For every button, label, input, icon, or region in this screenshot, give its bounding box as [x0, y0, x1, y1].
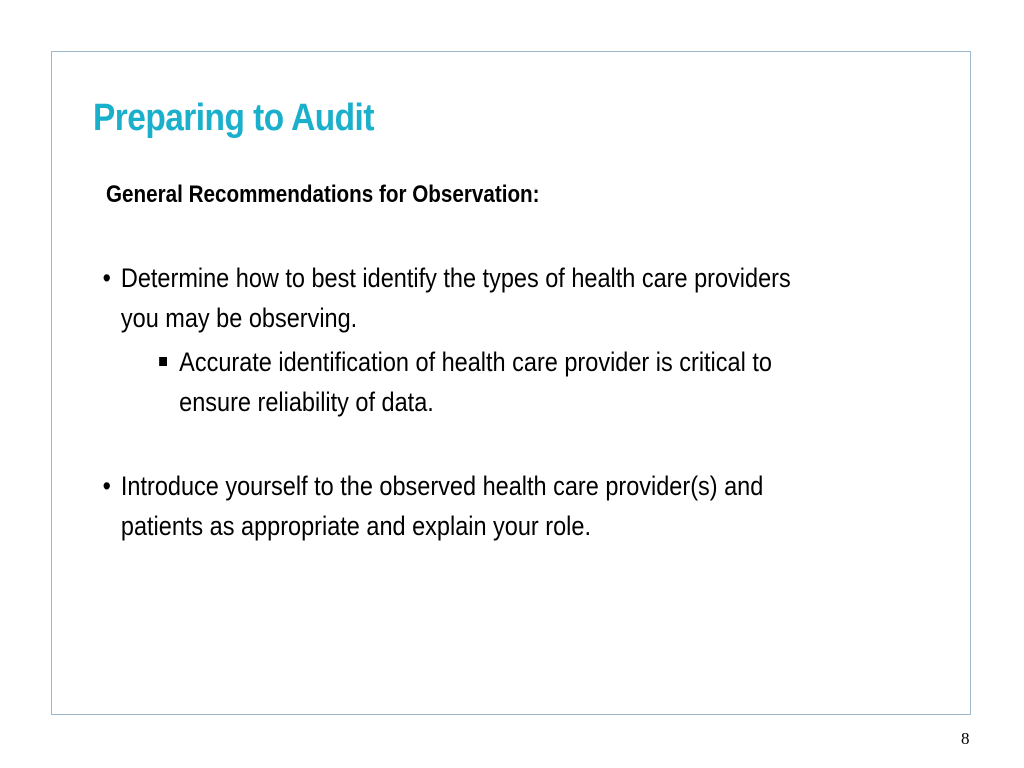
bullet-text: Introduce yourself to the observed health care provider(s) and patients as appropriate and explain your role. [120, 471, 764, 541]
bullet-text: Determine how to best identify the types of health care providers you may be observing. [120, 263, 791, 333]
slide-title: Preparing to Audit [93, 97, 374, 139]
square-bullet-icon [159, 357, 167, 366]
bullet-list [100, 258, 1000, 546]
sub-bullet-item [159, 342, 883, 422]
page-number: 8 [961, 729, 970, 748]
slide-subtitle: General Recommendations for Observation: [106, 181, 540, 208]
bullet-dot-icon: • [102, 471, 111, 501]
bullet-item [100, 466, 883, 546]
bullet-item [100, 258, 883, 422]
bullet-dot-icon: • [102, 263, 111, 293]
sub-bullet-text: Accurate identification of health care provider is critical to ensure reliability of data. [179, 347, 772, 417]
